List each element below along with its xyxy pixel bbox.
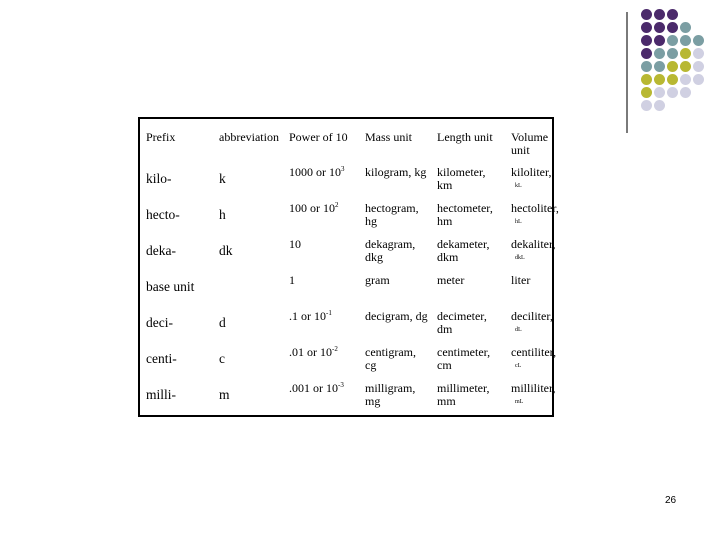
- decor-dot: [654, 87, 665, 98]
- decor-dot: [654, 100, 665, 111]
- cell-mass: hectogram, hg: [365, 201, 419, 228]
- volume-name: hectoliter,: [511, 201, 559, 215]
- decor-dot: [680, 74, 691, 85]
- cell-length: hectometer, hm: [437, 201, 493, 228]
- page-number: 26: [665, 495, 677, 506]
- header-abbreviation: abbreviation: [219, 130, 279, 144]
- cell-volume: [505, 162, 553, 198]
- power-exponent: 3: [341, 165, 345, 173]
- cell-prefix: deci-: [146, 315, 173, 330]
- cell-length: kilometer, km: [437, 165, 486, 192]
- decor-dot: [641, 61, 652, 72]
- cell-prefix: hecto-: [146, 207, 180, 222]
- power-base: .001 or 10: [289, 381, 338, 395]
- decor-dot: [641, 9, 652, 20]
- volume-name: centiliter,: [511, 345, 557, 359]
- cell-mass: kilogram, kg: [365, 165, 427, 179]
- table-row: [139, 270, 553, 306]
- decor-dot: [680, 61, 691, 72]
- cell-abbr: h: [219, 207, 226, 222]
- metric-prefix-table: [138, 117, 559, 417]
- decor-dot: [680, 87, 691, 98]
- decor-dot: [641, 100, 652, 111]
- volume-abbr: hL: [515, 219, 522, 225]
- volume-abbr: kL: [515, 183, 522, 189]
- cell-power: [283, 234, 359, 270]
- decor-divider-line: [626, 12, 628, 133]
- header-power: Power of 10: [289, 130, 348, 144]
- power-exponent: 2: [335, 201, 339, 209]
- power-exponent: -3: [338, 381, 344, 389]
- cell-mass: milligram, mg: [365, 381, 416, 408]
- decor-dot: [693, 74, 704, 85]
- cell-length: millimeter, mm: [437, 381, 490, 408]
- decor-dot: [693, 35, 704, 46]
- decor-dot: [667, 9, 678, 20]
- volume-name: milliliter,: [511, 381, 556, 395]
- power-exponent: -2: [332, 345, 338, 353]
- volume-name: liter: [511, 273, 531, 287]
- decor-dot: [680, 48, 691, 59]
- cell-prefix: base unit: [146, 279, 195, 294]
- power-base: 1: [289, 273, 295, 287]
- cell-length: meter: [437, 273, 465, 287]
- decor-dot: [654, 35, 665, 46]
- volume-name: dekaliter,: [511, 237, 556, 251]
- cell-prefix: centi-: [146, 351, 177, 366]
- table-row: [139, 306, 553, 342]
- power-base: 100 or 10: [289, 201, 335, 215]
- table-row: [139, 342, 553, 378]
- table-row: [139, 234, 553, 270]
- decor-dot: [641, 87, 652, 98]
- cell-volume: [505, 270, 553, 306]
- header-prefix: Prefix: [146, 130, 176, 144]
- decor-dot: [641, 48, 652, 59]
- cell-power: [283, 378, 359, 416]
- cell-prefix: milli-: [146, 387, 176, 402]
- decor-dot: [654, 61, 665, 72]
- cell-abbr: [213, 270, 283, 306]
- cell-mass: gram: [365, 273, 390, 287]
- cell-power: [283, 342, 359, 378]
- cell-abbr: d: [219, 315, 226, 330]
- cell-prefix: kilo-: [146, 171, 172, 186]
- decor-dot: [667, 48, 678, 59]
- decor-dot: [667, 35, 678, 46]
- volume-name: kiloliter,: [511, 165, 552, 179]
- decor-dot: [680, 22, 691, 33]
- header-mass-unit: Mass unit: [365, 130, 413, 144]
- decor-dot: [654, 48, 665, 59]
- cell-length: centimeter, cm: [437, 345, 491, 372]
- power-exponent: -1: [326, 309, 332, 317]
- cell-volume: [505, 378, 556, 416]
- cell-mass: dekagram, dkg: [365, 237, 416, 264]
- header-length-unit: Length unit: [437, 130, 493, 144]
- cell-power: [283, 162, 359, 198]
- cell-power: [283, 270, 359, 306]
- decor-dot: [641, 35, 652, 46]
- power-base: .1 or 10: [289, 309, 326, 323]
- cell-volume: [505, 306, 553, 342]
- volume-abbr: mL: [515, 399, 524, 405]
- cell-length: dekameter, dkm: [437, 237, 490, 264]
- cell-abbr: c: [219, 351, 225, 366]
- table-row: [139, 162, 553, 198]
- cell-abbr: dk: [219, 243, 233, 258]
- cell-power: [283, 306, 359, 342]
- decor-dot: [654, 9, 665, 20]
- cell-abbr: k: [219, 171, 226, 186]
- decor-dot: [667, 61, 678, 72]
- volume-abbr: cL: [515, 363, 522, 369]
- power-base: 10: [289, 237, 301, 251]
- decor-dot: [654, 22, 665, 33]
- table-row: [139, 198, 553, 234]
- decor-dot: [667, 22, 678, 33]
- cell-mass: centigram, cg: [365, 345, 416, 372]
- cell-volume: [505, 342, 557, 378]
- table-header-row: [139, 118, 553, 162]
- cell-volume: [505, 198, 559, 234]
- cell-mass: decigram, dg: [365, 309, 428, 323]
- cell-length: decimeter, dm: [437, 309, 487, 336]
- cell-power: [283, 198, 359, 234]
- decor-dot: [641, 74, 652, 85]
- decor-dot: [667, 87, 678, 98]
- decor-dot: [693, 48, 704, 59]
- cell-abbr: m: [219, 387, 230, 402]
- table-row: [139, 378, 553, 416]
- decor-dot: [693, 61, 704, 72]
- decor-dot: [667, 74, 678, 85]
- decor-dot: [680, 35, 691, 46]
- cell-volume: [505, 234, 556, 270]
- volume-abbr: dL: [515, 327, 522, 333]
- decor-dot: [654, 74, 665, 85]
- header-volume-unit: Volume unit: [511, 130, 549, 157]
- volume-name: deciliter,: [511, 309, 553, 323]
- power-base: .01 or 10: [289, 345, 332, 359]
- cell-prefix: deka-: [146, 243, 176, 258]
- decor-dot: [641, 22, 652, 33]
- power-base: 1000 or 10: [289, 165, 341, 179]
- volume-abbr: dkL: [515, 255, 525, 261]
